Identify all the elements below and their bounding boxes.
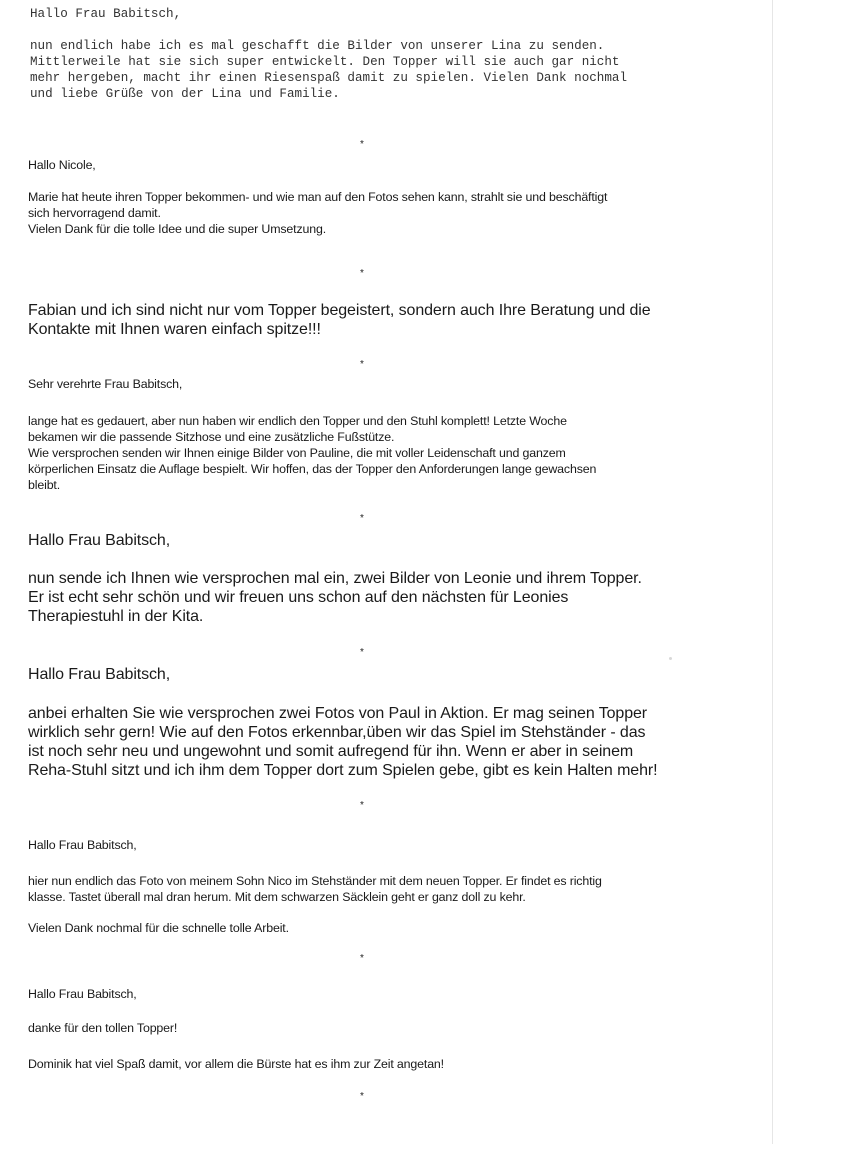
scan-speck [669,657,672,660]
letter-6-line: ist noch sehr neu und ungewohnt und somit aufregend für ihn. Wenn er aber in seinem [28,743,634,760]
letter-4-body [28,413,596,493]
letter-8-greeting: Hallo Frau Babitsch, [28,987,137,1001]
letter-6-line: anbei erhalten Sie wie versprochen zwei Fotos von Paul in Aktion. Er mag seinen Topper [28,705,648,722]
letter-5-line: Er ist echt sehr schön und wir freuen uns schon auf den nächsten für Leonies [28,589,569,606]
letter-7-line: hier nun endlich das Foto von meinem Sohn Nico im Stehständer mit dem neuen Topper. Er findet es richtig [28,874,602,888]
separator: * [360,1091,364,1102]
letter-4-line: Wie versprochen senden wir Ihnen einige Bilder von Pauline, die mit voller Leidenschaft und ganzem [28,446,566,460]
separator: * [360,268,364,279]
letter-5-line: Therapiestuhl in der Kita. [28,608,204,625]
separator: * [360,647,364,658]
letter-5-line: nun sende ich Ihnen wie versprochen mal ein, zwei Bilder von Leonie und ihrem Topper. [28,570,642,587]
separator: * [360,953,364,964]
letter-2-line: Marie hat heute ihren Topper bekommen- und wie man auf den Fotos sehen kann, strahlt sie und beschäftigt [28,190,608,204]
separator: * [360,800,364,811]
letter-4-greeting: Sehr verehrte Frau Babitsch, [28,377,183,391]
letter-2-line: sich hervorragend damit. [28,206,161,220]
letter-6-line: Reha-Stuhl sitzt und ich ihm dem Topper dort zum Spielen gebe, gibt es kein Halten mehr! [28,762,658,779]
letter-2-body [28,189,607,237]
letter-5-greeting: Hallo Frau Babitsch, [28,532,171,549]
letter-8-closing: Dominik hat viel Spaß damit, vor allem die Bürste hat es ihm zur Zeit angetan! [28,1057,444,1071]
letter-1-line: mehr hergeben, macht ihr einen Riesenspaß damit zu spielen. Vielen Dank nochmal [30,71,628,85]
letter-1-body [30,38,627,102]
letter-4-line: lange hat es gedauert, aber nun haben wir endlich den Topper und den Stuhl komplett! Letzte Woche [28,414,567,428]
letter-1-greeting: Hallo Frau Babitsch, [30,7,182,21]
letter-4-line: bleibt. [28,478,61,492]
letter-6-line: wirklich sehr gern! Wie auf den Fotos erkennbar,üben wir das Spiel im Stehständer - das [28,724,646,741]
letter-7-body [28,873,602,905]
letter-1-line: und liebe Grüße von der Lina und Familie. [30,87,340,101]
page-edge [772,0,773,1144]
separator: * [360,513,364,524]
letter-7-closing: Vielen Dank nochmal für die schnelle tolle Arbeit. [28,921,289,935]
letter-1-line: nun endlich habe ich es mal geschafft die Bilder von unserer Lina zu senden. [30,39,605,53]
letter-7-greeting: Hallo Frau Babitsch, [28,838,137,852]
letter-4-line: bekamen wir die passende Sitzhose und eine zusätzliche Fußstütze. [28,430,395,444]
letter-2-line: Vielen Dank für die tolle Idee und die super Umsetzung. [28,222,327,236]
letter-3-body [28,301,651,339]
letter-5-body [28,569,642,626]
letter-6-greeting: Hallo Frau Babitsch, [28,666,171,683]
letter-8-line: danke für den tollen Topper! [28,1021,178,1035]
separator: * [360,359,364,370]
letter-1-line: Mittlerweile hat sie sich super entwickelt. Den Topper will sie auch gar nicht [30,55,620,69]
letter-3-line: Fabian und ich sind nicht nur vom Topper begeistert, sondern auch Ihre Beratung und die [28,302,651,319]
separator: * [360,139,364,150]
letter-2-greeting: Hallo Nicole, [28,158,96,172]
letter-4-line: körperlichen Einsatz die Auflage bespielt. Wir hoffen, das der Topper den Anforderungen lange gewachsen [28,462,597,476]
letter-7-line: klasse. Tastet überall mal dran herum. Mit dem schwarzen Säcklein geht er ganz doll zu kehr. [28,890,526,904]
letter-6-body [28,704,657,780]
letter-3-line: Kontakte mit Ihnen waren einfach spitze!!! [28,321,321,338]
